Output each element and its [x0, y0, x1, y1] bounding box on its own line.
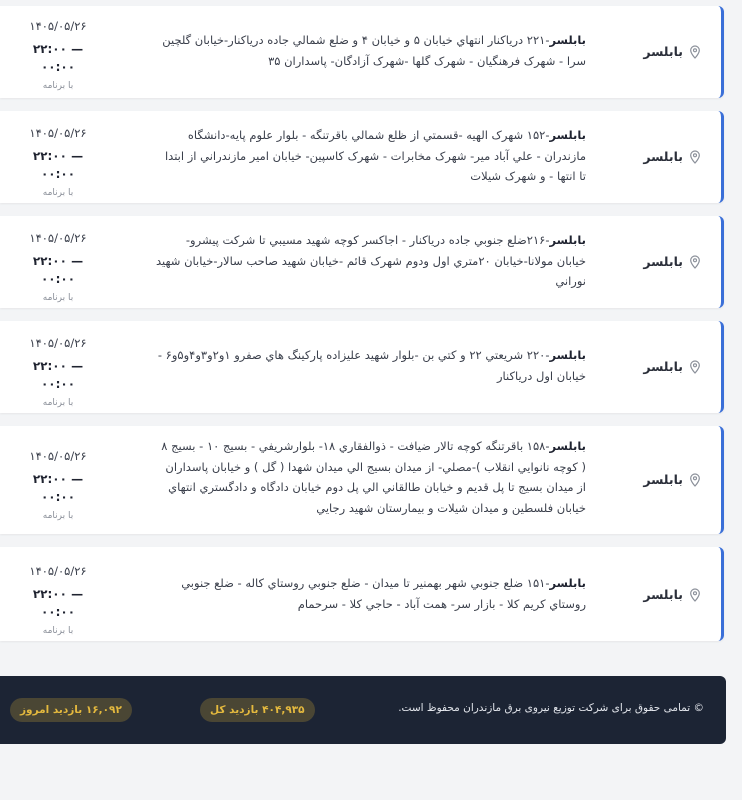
status-label: با برنامه: [42, 188, 74, 198]
date: ۱۴۰۵/۰۵/۲۶: [29, 126, 87, 140]
status-label: با برنامه: [42, 511, 74, 521]
outage-card: [0, 426, 724, 534]
address-prefix: بابلسر: [549, 33, 586, 47]
address: [156, 125, 586, 187]
address-text: -۱۵۲ شهرک الهيه -قسمتي از ظلع شمالي باقرتنگه - بلوار علوم پايه-دانشگاه مازندران - علي آباد مير- شهرک مخابرات - شهرک کاسپين- خيابان امير مازندراني از ابتدا تا انتها - و شهرک شيلات: [164, 128, 586, 183]
outage-card: [0, 321, 724, 413]
location: [643, 149, 701, 164]
address: [156, 573, 586, 614]
location-label: بابلسر: [643, 587, 683, 602]
address-prefix: بابلسر: [549, 233, 586, 247]
outage-card: [0, 216, 724, 308]
date: ۱۴۰۵/۰۵/۲۶: [29, 19, 87, 33]
address-prefix: بابلسر: [549, 439, 586, 453]
address: [156, 230, 586, 292]
address-prefix: بابلسر: [549, 348, 586, 362]
address-text: -۲۱۶ضلع جنوبي جاده درياکنار - اجاکسر کوچه شهيد مسيبي تا شرکت پيشرو- خيابان مولانا-خيابان ۲۰متري اول ودوم شهرک قائم -خيابان شهيد صاحب سالار-خيابان شهيد نوراني: [156, 233, 586, 288]
status-label: با برنامه: [42, 626, 74, 636]
date: ۱۴۰۵/۰۵/۲۶: [29, 449, 87, 463]
schedule: [22, 448, 94, 521]
site-footer: [0, 676, 726, 744]
status-label: با برنامه: [42, 398, 74, 408]
time-range: ۲۲:۰۰ — ۰۰:۰۰: [32, 472, 84, 504]
address: [156, 30, 586, 71]
address-text: -۲۲۱ درياکنار انتهاي خيابان ۵ و خيابان ۴ و ضلع شمالي جاده درياکنار-خيابان گلچين سرا - شهرک فرهنگيان - شهرک گلها -شهرک آزادگان- پاسداران ۳۵: [162, 33, 586, 68]
location: [643, 472, 701, 487]
map-pin-icon: [689, 255, 701, 269]
time-range: ۲۲:۰۰ — ۰۰:۰۰: [32, 254, 84, 286]
map-pin-icon: [689, 45, 701, 59]
date: ۱۴۰۵/۰۵/۲۶: [29, 231, 87, 245]
map-pin-icon: [689, 150, 701, 164]
location-label: بابلسر: [643, 359, 683, 374]
status-label: با برنامه: [42, 81, 74, 91]
today-visits-badge: ۱۶,۰۹۲ بازدید امروز: [10, 698, 132, 722]
date: ۱۴۰۵/۰۵/۲۶: [29, 336, 87, 350]
location: [643, 587, 701, 602]
time-range: ۲۲:۰۰ — ۰۰:۰۰: [32, 149, 84, 181]
schedule: [22, 563, 94, 636]
outage-card: [0, 547, 724, 641]
time-range: ۲۲:۰۰ — ۰۰:۰۰: [32, 587, 84, 619]
status-label: با برنامه: [42, 293, 74, 303]
address-text: -۱۵۱ ضلع جنوبي شهر بهمنير تا ميدان - ضلع جنوبي روستاي کاله - ضلع جنوبي روستاي کريم کلا - بازار سر- همت آباد - حاجي کلا - سرحمام: [181, 576, 586, 611]
schedule: [22, 335, 94, 408]
address-prefix: بابلسر: [549, 576, 586, 590]
location-label: بابلسر: [643, 472, 683, 487]
location: [643, 359, 701, 374]
location: [643, 254, 701, 269]
address-prefix: بابلسر: [549, 128, 586, 142]
address: [156, 345, 586, 386]
outage-card: [0, 111, 724, 203]
copyright-text: © تمامی حقوق برای شرکت توزیع نیروی برق مازندران محفوظ است.: [398, 702, 704, 714]
schedule: [22, 125, 94, 198]
address-text: -۱۵۸ باقرتنگه کوچه تالار ضيافت - ذوالفقاري ۱۸- بلوارشريفي - بسيج ۱۰ - بسيج ۸ ( کوچه نانوايي انقلاب )-مصلي- از ميدان بسيج الي ميدان شهدا ( گل ) و خيابان پاسداران از ميدان بسيج تا پل قديم و خيابان طالقاني الي پل دوم خيابان دادگاه و دادگستري انتهاي خيابان فلسطين و ميدان شيلات و بيمارستان شهيد رجايي: [161, 439, 586, 515]
location-label: بابلسر: [643, 254, 683, 269]
outage-card: [0, 6, 724, 98]
address-text: -۲۲۰ شريعتي ۲۲ و کتي بن -بلوار شهيد عليزاده پارکينگ هاي صفرو ۱و۲و۳و۴و۵و۶ - خيابان اول درياکنار: [157, 348, 586, 383]
map-pin-icon: [689, 588, 701, 602]
location-label: بابلسر: [643, 44, 683, 59]
schedule: [22, 230, 94, 303]
time-range: ۲۲:۰۰ — ۰۰:۰۰: [32, 42, 84, 74]
schedule: [22, 18, 94, 91]
map-pin-icon: [689, 360, 701, 374]
location-label: بابلسر: [643, 149, 683, 164]
time-range: ۲۲:۰۰ — ۰۰:۰۰: [32, 359, 84, 391]
location: [643, 44, 701, 59]
total-visits-badge: ۴۰۴,۹۳۵ بازدید کل: [200, 698, 315, 722]
date: ۱۴۰۵/۰۵/۲۶: [29, 564, 87, 578]
address: [156, 436, 586, 518]
map-pin-icon: [689, 473, 701, 487]
